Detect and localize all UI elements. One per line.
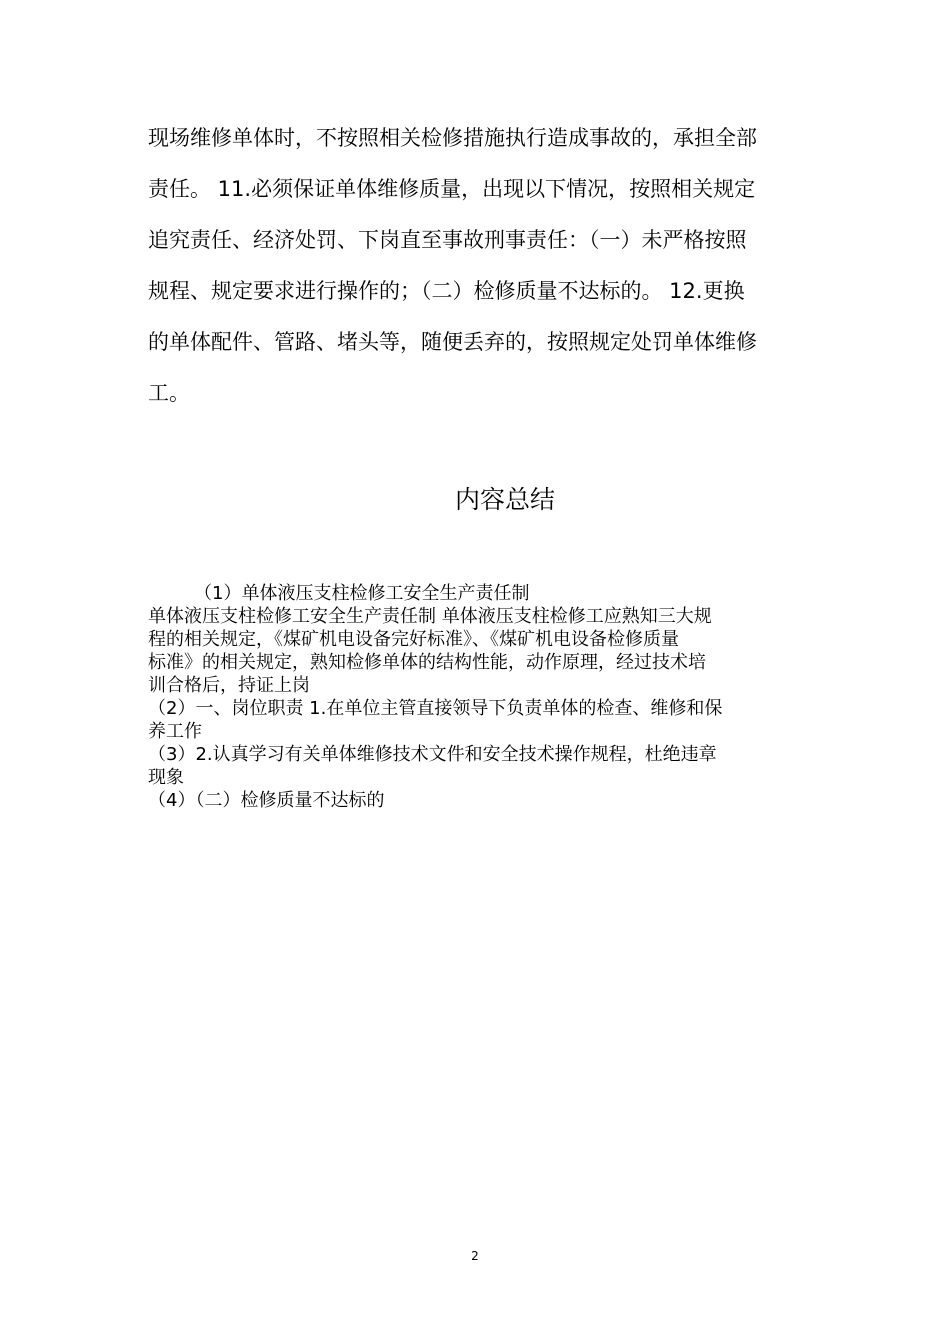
summary-section xyxy=(148,582,813,812)
summary-line: （2）一、岗位职责 1.在单位主管直接领导下负责单体的检查、维修和保 xyxy=(148,698,723,719)
summary-line: （4）（二）检修质量不达标的 xyxy=(148,790,385,811)
summary-line: 程的相关规定，《煤矿机电设备完好标准》、《煤矿机电设备检修质量 xyxy=(148,629,679,650)
body-line: 工。 xyxy=(148,381,190,405)
body-paragraph xyxy=(148,113,808,419)
summary-line: （3）2.认真学习有关单体维修技术文件和安全技术操作规程，杜绝违章 xyxy=(148,744,717,765)
summary-line: 养工作 xyxy=(148,721,202,742)
summary-line: 训合格后，持证上岗 xyxy=(148,675,310,696)
summary-line: 现象 xyxy=(148,767,184,788)
body-line: 责任。 11.必须保证单体维修质量，出现以下情况，按照相关规定 xyxy=(148,177,756,201)
body-line: 现场维修单体时，不按照相关检修措施执行造成事故的，承担全部 xyxy=(148,126,757,150)
body-line: 的单体配件、管路、堵头等，随便丢弃的，按照规定处罚单体维修 xyxy=(148,330,757,354)
summary-line: 标准》的相关规定，熟知检修单体的结构性能，动作原理，经过技术培 xyxy=(148,652,706,673)
body-line: 规程、规定要求进行操作的；（二）检修质量不达标的。 12.更换 xyxy=(148,279,745,303)
summary-title: 内容总结 xyxy=(454,485,555,514)
page-number: 2 xyxy=(471,1249,479,1263)
body-line: 追究责任、经济处罚、下岗直至事故刑事责任：（一）未严格按照 xyxy=(148,228,747,252)
summary-line: （1）单体液压支柱检修工安全生产责任制 xyxy=(194,583,530,604)
summary-line: 单体液压支柱检修工安全生产责任制 单体液压支柱检修工应熟知三大规 xyxy=(148,606,712,627)
